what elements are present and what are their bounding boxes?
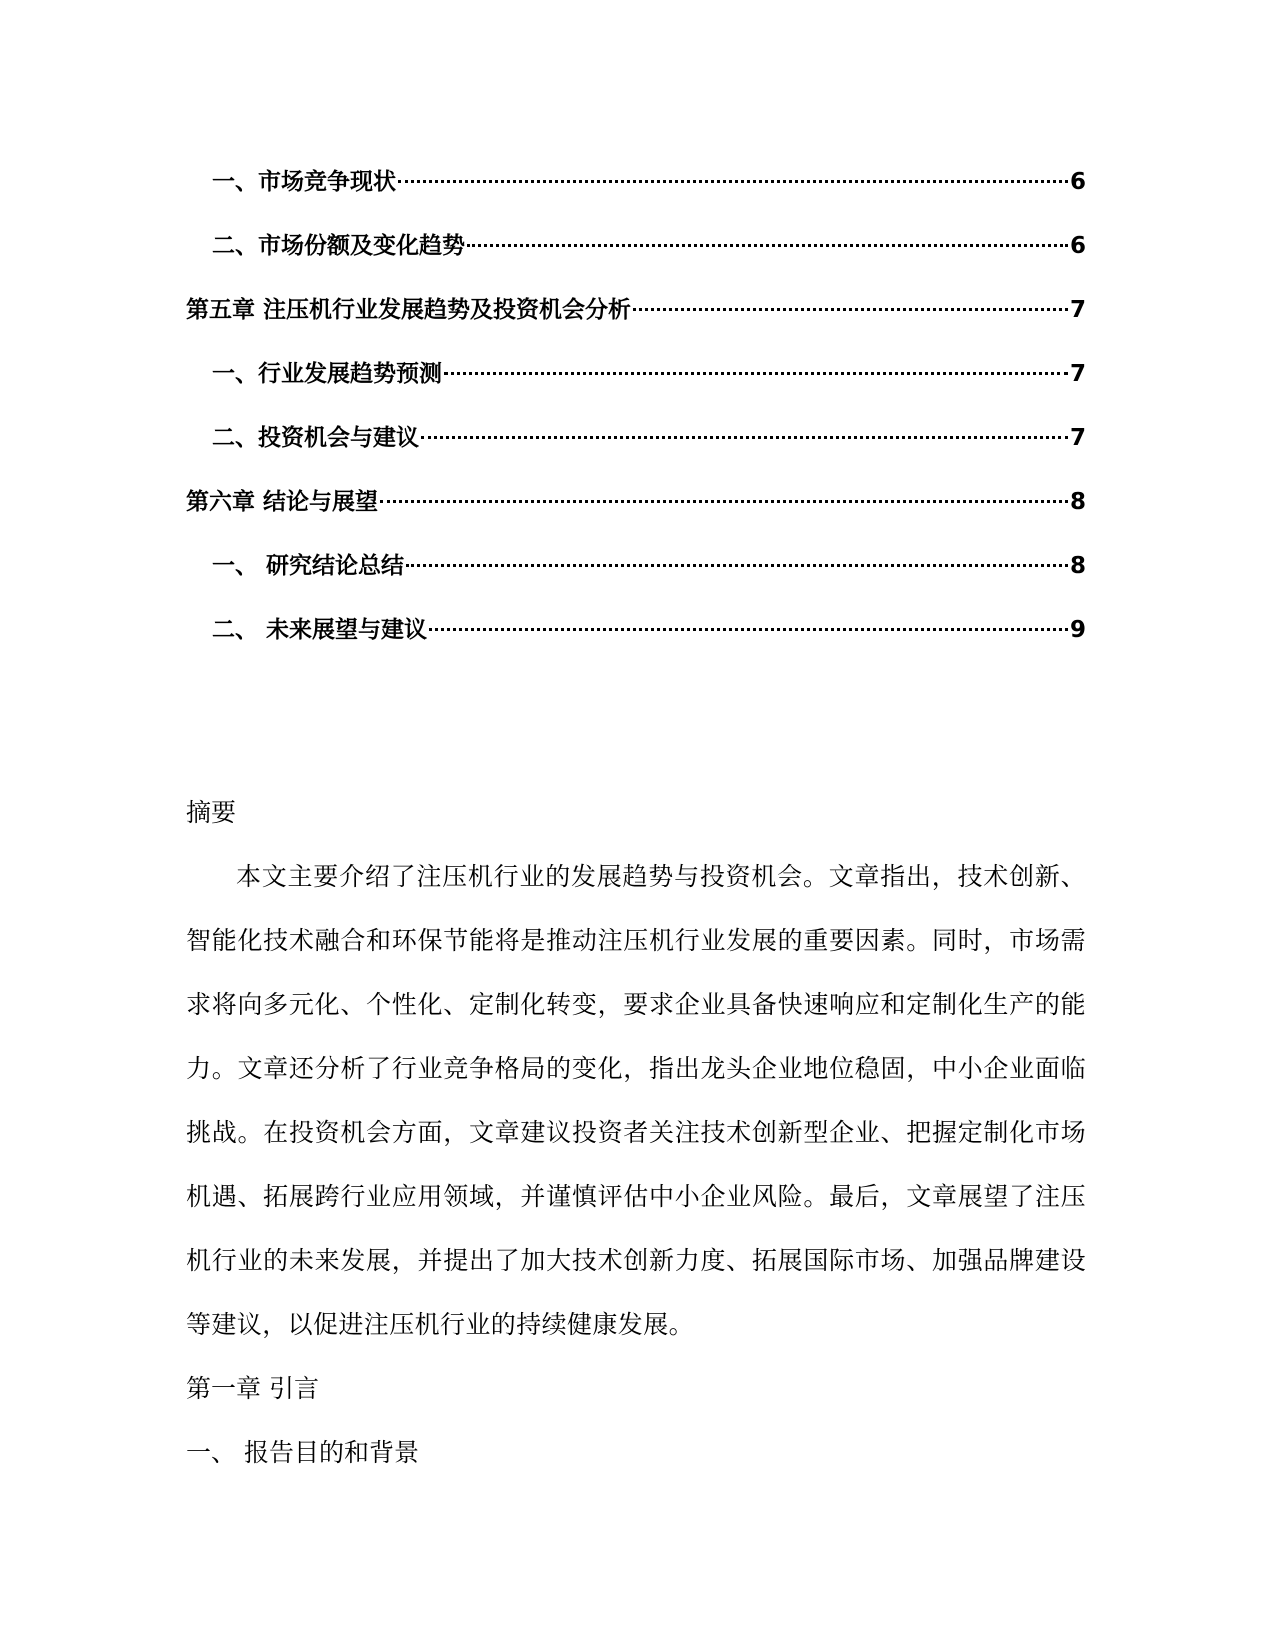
toc-entry[interactable] <box>186 342 1086 406</box>
toc-entry[interactable] <box>186 534 1086 598</box>
toc-entry-title: 二、 未来展望与建议 <box>212 617 428 643</box>
toc-entry-title: 一、行业发展趋势预测 <box>212 361 442 387</box>
toc-entry[interactable] <box>186 470 1086 534</box>
toc-entry[interactable] <box>186 214 1086 278</box>
toc-dot-leader <box>406 564 1068 567</box>
toc-entry-page: 6 <box>1069 233 1086 259</box>
toc-entry-title: 二、市场份额及变化趋势 <box>212 233 465 259</box>
section-heading: 一、 报告目的和背景 <box>186 1438 419 1467</box>
document-body <box>186 781 1086 1485</box>
toc-entry-page: 7 <box>1069 425 1086 451</box>
toc-entry-title: 第六章 结论与展望 <box>186 489 379 515</box>
abstract-paragraph: 本文主要介绍了注压机行业的发展趋势与投资机会。文章指出，技术创新、智能化技术融合和环保节能将是推动注压机行业发展的重要因素。同时，市场需求将向多元化、个性化、定制化转变，要求企业具备快速响应和定制化生产的能力。文章还分析了行业竞争格局的变化，指出龙头企业地位稳固，中小企业面临挑战。在投资机会方面，文章建议投资者关注技术创新型企业、把握定制化市场机遇、拓展跨行业应用领域，并谨慎评估中小企业风险。最后，文章展望了注压机行业的未来发展，并提出了加大技术创新力度、拓展国际市场、加强品牌建设等建议，以促进注压机行业的持续健康发展。 <box>186 862 1086 1339</box>
toc-entry-title: 二、投资机会与建议 <box>212 425 419 451</box>
toc-entry-page: 7 <box>1069 361 1086 387</box>
chapter-heading: 第一章 引言 <box>186 1374 319 1403</box>
toc-dot-leader <box>421 436 1068 439</box>
toc-dot-leader <box>444 372 1068 375</box>
toc-entry-page: 8 <box>1069 553 1086 579</box>
abstract-heading: 摘要 <box>186 798 237 827</box>
toc-entry-title: 一、市场竞争现状 <box>212 169 396 195</box>
table-of-contents <box>186 150 1086 662</box>
toc-dot-leader <box>467 244 1068 247</box>
toc-entry-title: 一、 研究结论总结 <box>212 553 405 579</box>
toc-dot-leader <box>633 308 1068 311</box>
toc-dot-leader <box>429 628 1068 631</box>
toc-entry-page: 7 <box>1069 297 1086 323</box>
toc-entry-page: 9 <box>1069 617 1086 643</box>
toc-entry-title: 第五章 注压机行业发展趋势及投资机会分析 <box>186 297 632 323</box>
toc-dot-leader <box>398 180 1068 183</box>
toc-entry[interactable] <box>186 278 1086 342</box>
toc-entry[interactable] <box>186 406 1086 470</box>
toc-entry-page: 8 <box>1069 489 1086 515</box>
toc-entry[interactable] <box>186 150 1086 214</box>
toc-entry-page: 6 <box>1069 169 1086 195</box>
toc-entry[interactable] <box>186 598 1086 662</box>
toc-dot-leader <box>380 500 1068 503</box>
